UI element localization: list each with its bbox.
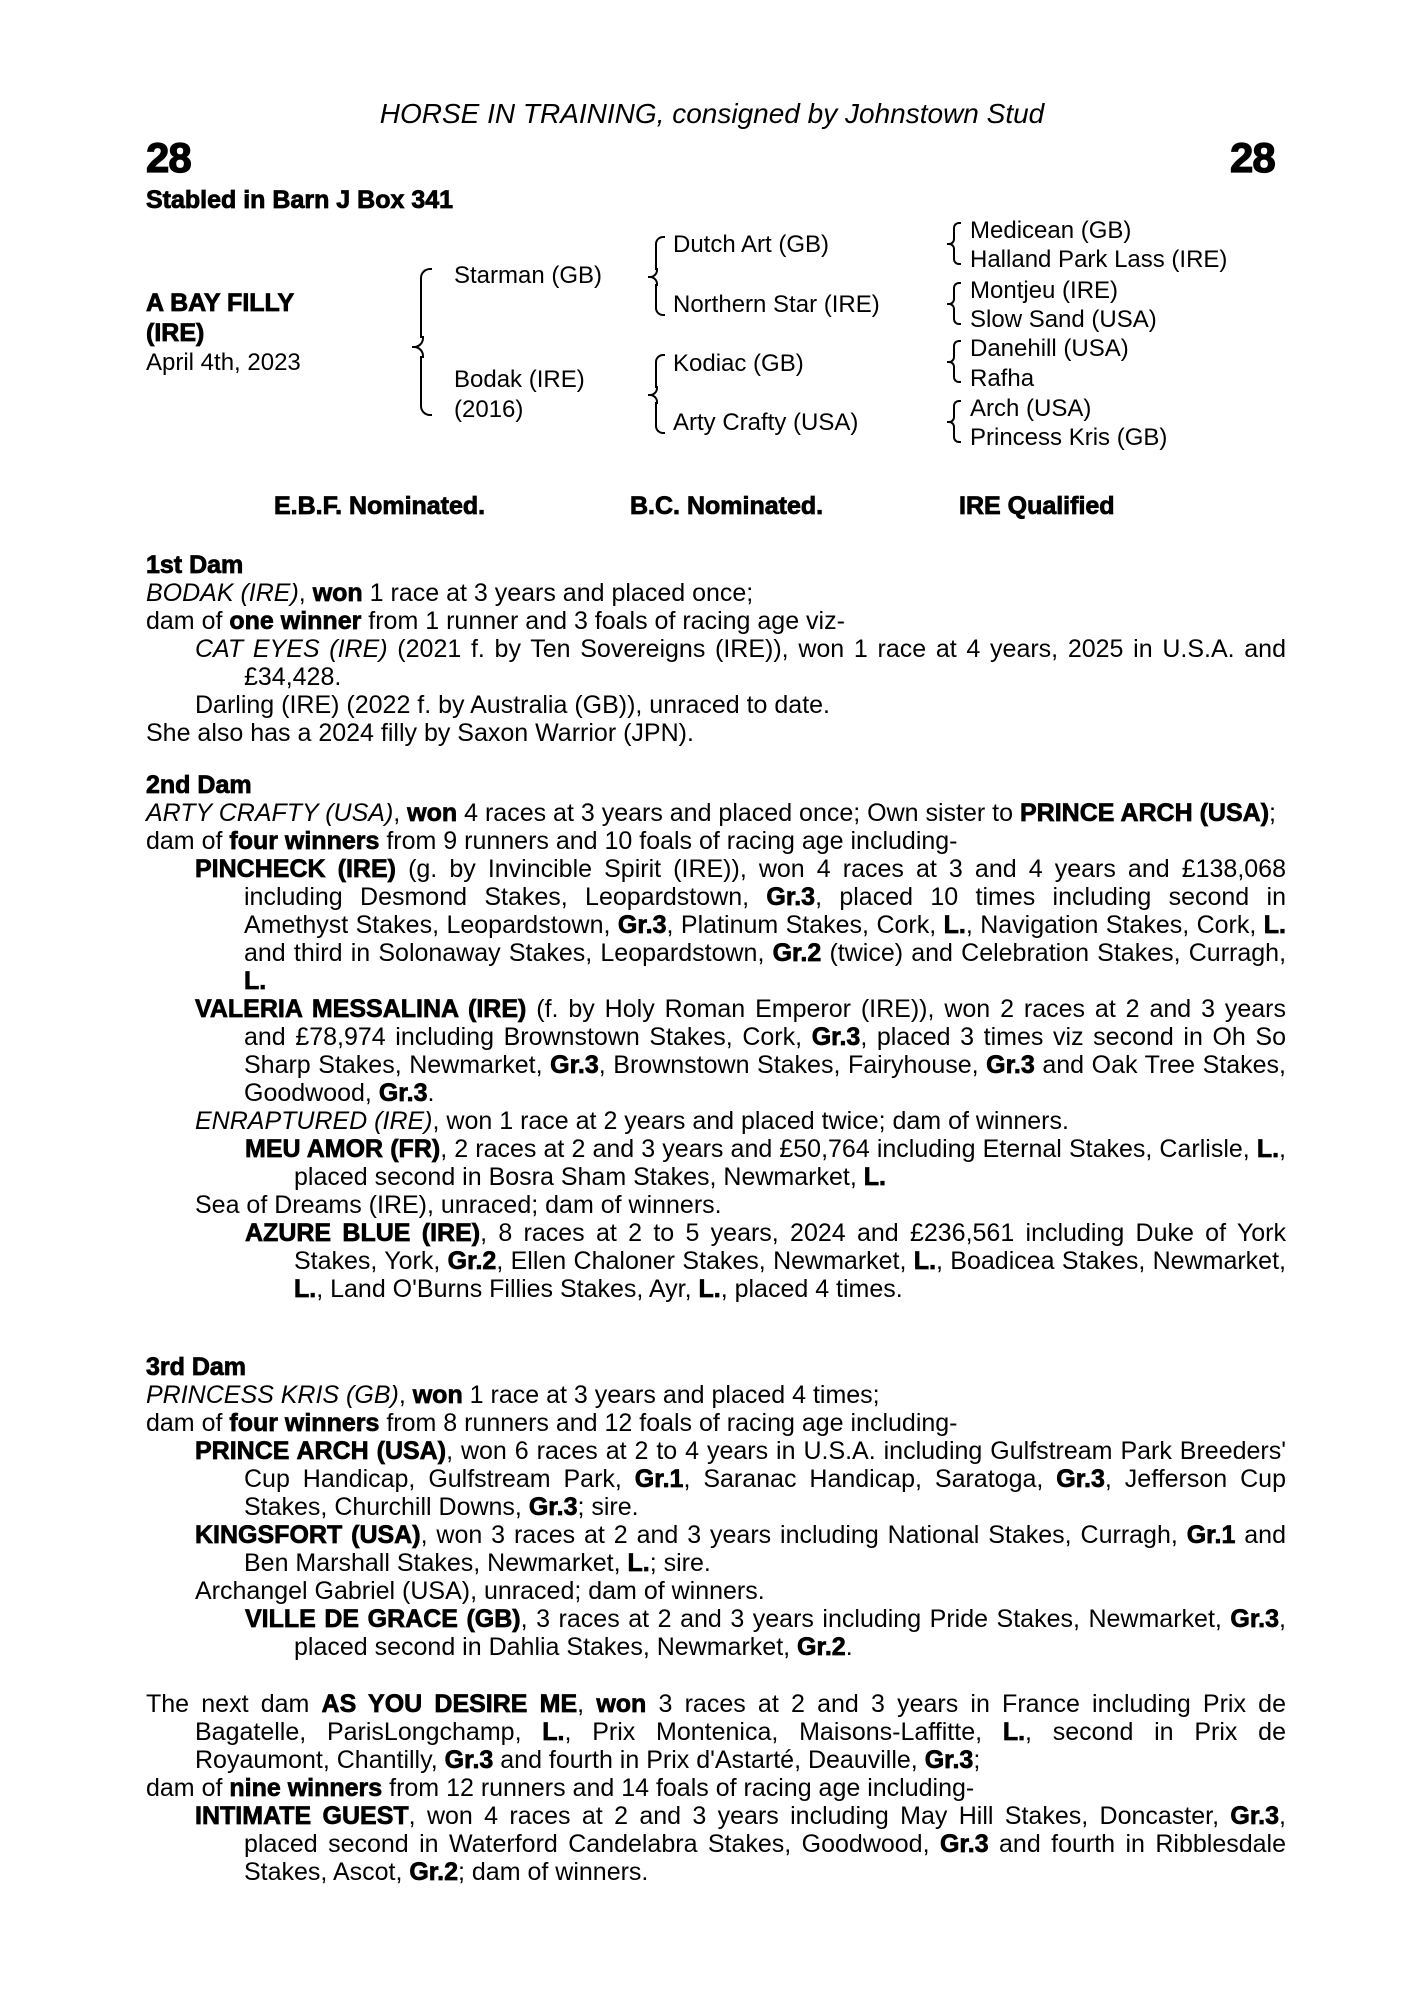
pedigree-entry <box>146 635 1286 691</box>
bold-text: INTIMATE GUEST <box>195 1802 409 1830</box>
text-run: , placed 4 times. <box>720 1275 903 1303</box>
text-run: and Oak Tree Stakes, Goodwood, <box>244 1051 1286 1107</box>
dam: Bodak (IRE) <box>454 366 585 393</box>
bold-text: L. <box>1263 911 1286 939</box>
text-run: , Boadicea Stakes, Newmarket, <box>936 1247 1286 1275</box>
second-dam-section <box>146 771 1286 1303</box>
pedigree-entry <box>146 1774 1286 1802</box>
text-run: (f. by Holy Roman Emperor (IRE)), won 2 races at 2 and 3 years and £78,974 including Brownstown Stakes, Cork, <box>244 995 1287 1051</box>
text-run: (g. by Invincible Spirit (IRE)), won 4 races at 3 and 4 years and £138,068 including Desmond Stakes, Leopardstown, <box>244 855 1286 911</box>
bold-text: Gr.3 <box>766 883 816 911</box>
text-run: , won 3 races at 2 and 3 years including National Stakes, Curragh, <box>420 1521 1187 1549</box>
italic-text: CAT EYES (IRE) <box>195 635 388 663</box>
pedigree-entry <box>146 1605 1286 1661</box>
text-run: 1 race at 3 years and placed once; <box>362 579 754 607</box>
catalogue-header: HORSE IN TRAINING, consigned by Johnstown Stud <box>379 98 1045 129</box>
text-run: , Jefferson Cup Stakes, Churchill Downs, <box>244 1465 1286 1521</box>
bold-text: AZURE BLUE (IRE) <box>245 1219 481 1247</box>
text-run: , Prix Montenica, Maisons-Laffitte, <box>564 1718 1003 1746</box>
text-run: , 2 races at 2 and 3 years and £50,764 including Eternal Stakes, Carlisle, <box>440 1135 1257 1163</box>
bold-text: KINGSFORT (USA) <box>195 1521 421 1549</box>
text-run: ; <box>973 1746 981 1774</box>
g3-ancestor: Halland Park Lass (IRE) <box>970 246 1228 273</box>
text-run: ; sire. <box>577 1493 639 1521</box>
text-run: Sea of Dreams (IRE), unraced; dam of winners. <box>195 1191 722 1219</box>
text-run: and fourth in Prix d'Astarté, Deauville, <box>493 1746 925 1774</box>
text-run: , placed second in Bosra Sham Stakes, Newmarket, <box>294 1135 1286 1191</box>
pedigree-entry <box>146 579 1286 607</box>
text-run: , second in Prix de Royaumont, Chantilly, <box>195 1718 1286 1774</box>
g3-ancestor: Rafha <box>970 365 1035 392</box>
section-text <box>146 799 1286 1303</box>
text-run: from 1 runner and 3 foals of racing age viz- <box>361 607 845 635</box>
bold-text: Gr.3 <box>550 1051 599 1079</box>
text-run: ; sire. <box>649 1549 711 1577</box>
pedigree-entry <box>146 1521 1286 1577</box>
section-heading: 2nd Dam <box>146 771 252 799</box>
italic-text: ARTY CRAFTY (USA) <box>146 799 394 827</box>
text-run: , placed 10 times including second in Amethyst Stakes, Leopardstown, <box>244 883 1286 939</box>
text-run: 1 race at 3 years and placed 4 times; <box>462 1381 880 1409</box>
bold-text: Gr.3 <box>378 1079 428 1107</box>
text-run: , <box>393 799 408 827</box>
bc-nomination: B.C. Nominated. <box>630 492 824 520</box>
bold-text: AS YOU DESIRE ME <box>321 1690 578 1718</box>
text-run: Archangel Gabriel (USA), unraced; dam of winners. <box>195 1577 765 1605</box>
text-run: , Land O'Burns Fillies Stakes, Ayr, <box>316 1275 699 1303</box>
text-run: , won 4 races at 2 and 3 years including May Hill Stakes, Doncaster, <box>408 1802 1231 1830</box>
italic-text: ENRAPTURED (IRE) <box>195 1107 433 1135</box>
text-run: She also has a 2024 filly by Saxon Warrior (JPN). <box>146 719 694 747</box>
bold-text: Gr.3 <box>528 1493 578 1521</box>
bold-text: L. <box>698 1275 721 1303</box>
g3-brace <box>953 309 961 325</box>
bold-text: MEU AMOR (FR) <box>245 1135 441 1163</box>
bold-text: won <box>312 579 363 607</box>
ebf-nomination: E.B.F. Nominated. <box>274 492 486 520</box>
text-run: , 3 races at 2 and 3 years including Pride Stakes, Newmarket, <box>520 1605 1231 1633</box>
text-run: , placed 3 times viz second in Oh So Sharp Stakes, Newmarket, <box>244 1023 1286 1079</box>
bold-text: Gr.3 <box>444 1746 494 1774</box>
foaling-date: April 4th, 2023 <box>146 349 301 376</box>
italic-text: BODAK (IRE) <box>146 579 299 607</box>
bold-text: L. <box>1002 1718 1026 1746</box>
bold-text: PRINCE ARCH (USA) <box>1019 799 1270 827</box>
bold-text: Gr.3 <box>617 911 667 939</box>
pedigree-entry <box>146 1135 1286 1191</box>
ire-qualification: IRE Qualified <box>959 492 1115 520</box>
text-run: (2021 f. by Ten Sovereigns (IRE)), won 1 race at 4 years, 2025 in U.S.A. and £34,428. <box>244 635 1286 691</box>
pedigree-entry <box>146 1381 1286 1409</box>
pedigree-entry <box>146 1107 1286 1135</box>
bold-text: L. <box>294 1275 317 1303</box>
g3-ancestor: Arch (USA) <box>970 395 1092 422</box>
pedigree-entry <box>146 855 1286 995</box>
g3-brace <box>953 427 961 443</box>
sire-brace <box>655 236 665 270</box>
section-text <box>146 1690 1286 1886</box>
bold-text: L. <box>913 1247 937 1275</box>
next-dam-section <box>146 1690 1286 1886</box>
bold-text: Gr.2 <box>409 1858 459 1886</box>
bold-text: L. <box>943 911 966 939</box>
text-run: (twice) and Celebration Stakes, Curragh, <box>821 939 1287 967</box>
text-run: ; <box>1269 799 1276 827</box>
text-run: , placed second in Dahlia Stakes, Newmarket, <box>294 1605 1286 1661</box>
g3-ancestor: Danehill (USA) <box>970 335 1129 362</box>
bold-text: Gr.1 <box>634 1465 684 1493</box>
bold-text: PRINCE ARCH (USA) <box>195 1437 447 1465</box>
text-run: , 8 races at 2 to 5 years, 2024 and £236,561 including Duke of York Stakes, York, <box>294 1219 1286 1275</box>
text-run: and Ben Marshall Stakes, Newmarket, <box>244 1521 1286 1577</box>
text-run: , won 1 race at 2 years and placed twice; dam of winners. <box>432 1107 1069 1135</box>
pedigree-entry <box>146 1437 1286 1521</box>
text-run: dam of <box>146 1774 230 1802</box>
text-run: , Brownstown Stakes, Fairyhouse, <box>598 1051 987 1079</box>
bold-text: VILLE DE GRACE (GB) <box>245 1605 521 1633</box>
g3-ancestor: Princess Kris (GB) <box>970 424 1168 451</box>
bold-text: four winners <box>229 827 380 855</box>
g3-ancestor: Montjeu (IRE) <box>970 277 1119 304</box>
bold-text: Gr.1 <box>1186 1521 1236 1549</box>
bold-text: Gr.3 <box>1230 1605 1280 1633</box>
third-dam-section <box>146 1353 1286 1661</box>
pedigree-entry <box>146 1409 1286 1437</box>
pedigree-entry <box>146 691 1286 719</box>
sire-dam: Northern Star (IRE) <box>673 291 880 318</box>
bold-text: L. <box>627 1549 650 1577</box>
section-heading: 1st Dam <box>146 551 244 579</box>
pedigree-entry <box>146 1690 1286 1774</box>
text-run: , Navigation Stakes, Cork, <box>965 911 1264 939</box>
lot-number-right: 28 <box>1230 134 1275 181</box>
bold-text: four winners <box>229 1409 380 1437</box>
bold-text: won <box>596 1690 647 1718</box>
section-text <box>146 1381 1286 1661</box>
bold-text: L. <box>1256 1135 1280 1163</box>
text-run: from 8 runners and 12 foals of racing age including- <box>379 1409 958 1437</box>
sire-brace <box>655 284 665 316</box>
g3-brace <box>953 367 961 383</box>
text-run: 3 races at 2 and 3 years in France including Prix de Bagatelle, ParisLongchamp, <box>195 1690 1286 1746</box>
dam-brace <box>655 402 665 434</box>
bold-text: nine winners <box>229 1774 383 1802</box>
text-run: , <box>398 1381 413 1409</box>
pedigree-entry <box>146 1577 1286 1605</box>
pedigree-entry <box>146 1191 1286 1219</box>
g3-ancestor: Medicean (GB) <box>970 217 1132 244</box>
bold-text: VALERIA MESSALINA (IRE) <box>195 995 527 1023</box>
bold-text: won <box>407 799 458 827</box>
bold-text: Gr.2 <box>447 1247 497 1275</box>
bold-text: Gr.3 <box>1056 1465 1105 1493</box>
bold-text: Gr.3 <box>811 1023 861 1051</box>
stabling-location: Stabled in Barn J Box 341 <box>146 186 454 214</box>
bold-text: Gr.2 <box>772 939 822 967</box>
horse-name: A BAY FILLY <box>146 289 295 317</box>
text-run: . <box>845 1633 853 1661</box>
pedigree-entry <box>146 827 1286 855</box>
lot-number-left: 28 <box>146 134 191 181</box>
bold-text: L. <box>863 1163 886 1191</box>
text-run: Darling (IRE) (2022 f. by Australia (GB)), unraced to date. <box>195 691 830 719</box>
text-run: 4 races at 3 years and placed once; Own sister to <box>457 799 1020 827</box>
text-run: and third in Solonaway Stakes, Leopardstown, <box>244 939 773 967</box>
bold-text: Gr.3 <box>986 1051 1035 1079</box>
text-run: , Saranac Handicap, Saratoga, <box>683 1465 1057 1493</box>
pedigree-entry <box>146 799 1286 827</box>
text-run: , Platinum Stakes, Cork, <box>666 911 944 939</box>
dam-year: (2016) <box>454 396 524 423</box>
text-run: dam of <box>146 607 230 635</box>
dam-brace <box>655 354 665 388</box>
text-run: dam of <box>146 1409 230 1437</box>
pedigree-entry <box>146 607 1286 635</box>
dam-dam: Arty Crafty (USA) <box>673 409 859 436</box>
bold-text: won <box>412 1381 463 1409</box>
g3-ancestor: Slow Sand (USA) <box>970 306 1157 333</box>
bold-text: Gr.3 <box>1230 1802 1280 1830</box>
pedigree-entry <box>146 1219 1286 1303</box>
pedigree-entry <box>146 719 1286 747</box>
italic-text: PRINCESS KRIS (GB) <box>146 1381 399 1409</box>
text-run: ; dam of winners. <box>458 1858 649 1886</box>
text-run: , placed second in Waterford Candelabra Stakes, Goodwood, <box>244 1802 1286 1858</box>
text-run: . <box>427 1079 435 1107</box>
text-run: from 9 runners and 10 foals of racing age including- <box>379 827 958 855</box>
section-text <box>146 579 1286 747</box>
bold-text: Gr.3 <box>924 1746 974 1774</box>
pedigree-entry <box>146 995 1286 1107</box>
text-run: and fourth in Ribblesdale Stakes, Ascot, <box>244 1830 1286 1886</box>
text-run: from 12 runners and 14 foals of racing age including- <box>382 1774 975 1802</box>
bold-text: one winner <box>229 607 362 635</box>
bold-text: L. <box>542 1718 565 1746</box>
dam-sire: Kodiac (GB) <box>673 350 804 377</box>
text-run: , <box>577 1690 597 1718</box>
pedigree-entry <box>146 1802 1286 1886</box>
bold-text: PINCHECK (IRE) <box>195 855 396 883</box>
first-dam-section <box>146 551 1286 747</box>
sire: Starman (GB) <box>454 262 603 289</box>
text-run: , won 6 races at 2 to 4 years in U.S.A. including Gulfstream Park Breeders' Cup Handicap, Gulfstream Park, <box>244 1437 1286 1493</box>
section-heading: 3rd Dam <box>146 1353 247 1381</box>
text-run: The next dam <box>146 1690 322 1718</box>
g3-brace <box>953 249 961 265</box>
bold-text: Gr.3 <box>939 1830 989 1858</box>
bold-text: Gr.2 <box>797 1633 846 1661</box>
horse-country: (IRE) <box>146 319 205 347</box>
pedigree-brace <box>420 356 432 416</box>
sire-sire: Dutch Art (GB) <box>673 231 830 258</box>
text-run: , <box>298 579 313 607</box>
text-run: dam of <box>146 827 230 855</box>
bold-text: L. <box>244 967 267 995</box>
text-run: , Ellen Chaloner Stakes, Newmarket, <box>496 1247 914 1275</box>
pedigree-brace <box>420 268 432 338</box>
